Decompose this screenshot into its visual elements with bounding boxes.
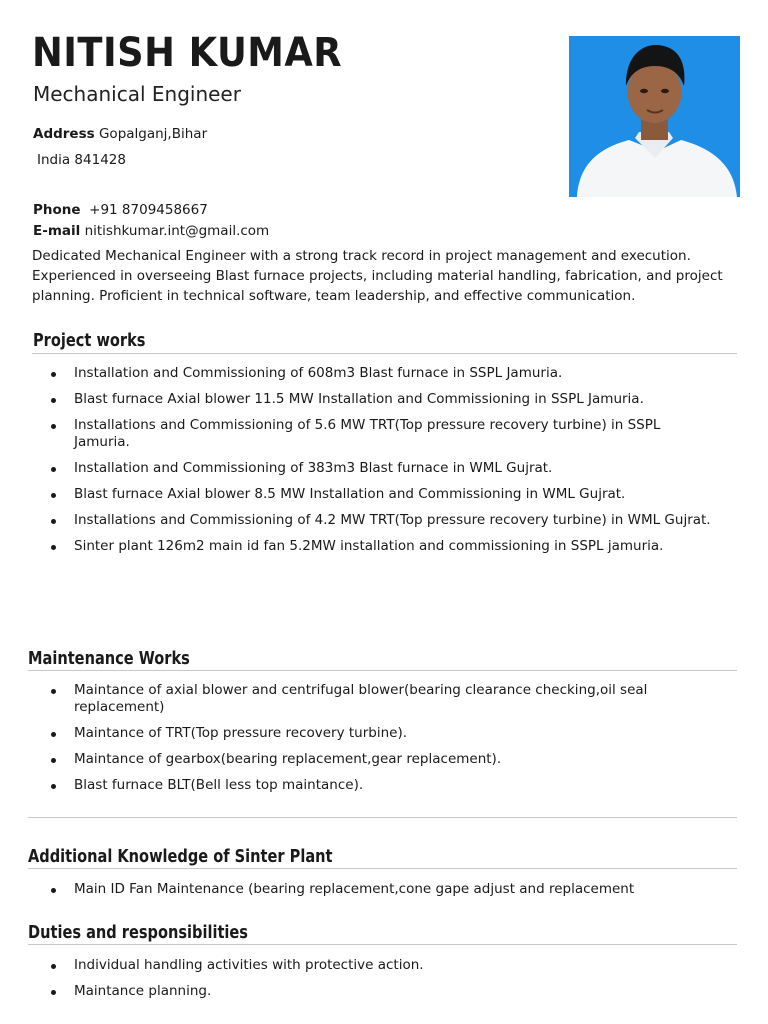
list-item: Installation and Commissioning of 383m3 Blast furnace in WML Gujrat. bbox=[32, 460, 712, 477]
address-label: Address bbox=[33, 126, 95, 142]
list-item: Main ID Fan Maintenance (bearing replacement,cone gape adjust and replacement bbox=[32, 881, 712, 898]
maintenance-works-list bbox=[32, 682, 712, 803]
project-works-list bbox=[32, 365, 712, 564]
list-item: Installations and Commissioning of 4.2 MW TRT(Top pressure recovery turbine) in WML Gujrat. bbox=[32, 512, 712, 529]
list-item: Maintance of axial blower and centrifugal blower(bearing clearance checking,oil seal replacement) bbox=[32, 682, 712, 716]
section-heading-project-works: Project works bbox=[33, 330, 146, 351]
section-divider bbox=[32, 353, 737, 354]
list-item: Maintance of gearbox(bearing replacement,gear replacement). bbox=[32, 751, 712, 768]
section-heading-sinter-plant: Additional Knowledge of Sinter Plant bbox=[28, 846, 333, 867]
list-item: Blast furnace Axial blower 8.5 MW Installation and Commissioning in WML Gujrat. bbox=[32, 486, 712, 503]
sinter-plant-list bbox=[32, 881, 712, 907]
profile-photo-image bbox=[569, 36, 740, 197]
job-title: Mechanical Engineer bbox=[33, 82, 241, 106]
section-divider bbox=[28, 944, 737, 945]
section-heading-duties: Duties and responsibilities bbox=[28, 922, 248, 943]
section-divider bbox=[28, 868, 737, 869]
duties-list bbox=[32, 957, 712, 1009]
list-item: Maintance of TRT(Top pressure recovery turbine). bbox=[32, 725, 712, 742]
list-item: Sinter plant 126m2 main id fan 5.2MW installation and commissioning in SSPL jamuria. bbox=[32, 538, 712, 555]
email-row bbox=[33, 223, 269, 239]
list-item: Individual handling activities with protective action. bbox=[32, 957, 712, 974]
section-divider bbox=[28, 817, 737, 818]
list-item: Installations and Commissioning of 5.6 MW TRT(Top pressure recovery turbine) in SSPL Jamuria. bbox=[32, 417, 712, 451]
professional-summary: Dedicated Mechanical Engineer with a strong track record in project management and execution. Experienced in overseeing Blast furnace projects, including material handling, fabrication, and project planning. Proficient in technical software, team leadership, and effective communication. bbox=[32, 248, 723, 304]
list-item: Maintance planning. bbox=[32, 983, 712, 1000]
list-item: Blast furnace Axial blower 11.5 MW Installation and Commissioning in SSPL Jamuria. bbox=[32, 391, 712, 408]
address-line-1 bbox=[33, 126, 207, 142]
phone-value: +91 8709458667 bbox=[89, 202, 208, 218]
phone-row bbox=[33, 202, 208, 218]
list-item: Blast furnace BLT(Bell less top maintance). bbox=[32, 777, 712, 794]
phone-label: Phone bbox=[33, 202, 81, 218]
profile-photo bbox=[569, 36, 740, 197]
list-item: Installation and Commissioning of 608m3 Blast furnace in SSPL Jamuria. bbox=[32, 365, 712, 382]
email-link[interactable]: nitishkumar.int@gmail.com bbox=[84, 223, 270, 239]
address-line-2: India 841428 bbox=[37, 152, 126, 168]
section-divider bbox=[28, 670, 737, 671]
email-label: E-mail bbox=[33, 223, 81, 239]
section-heading-maintenance-works: Maintenance Works bbox=[28, 648, 190, 669]
address-value: Gopalganj,Bihar bbox=[98, 126, 208, 142]
candidate-name: NITISH KUMAR bbox=[32, 30, 343, 76]
